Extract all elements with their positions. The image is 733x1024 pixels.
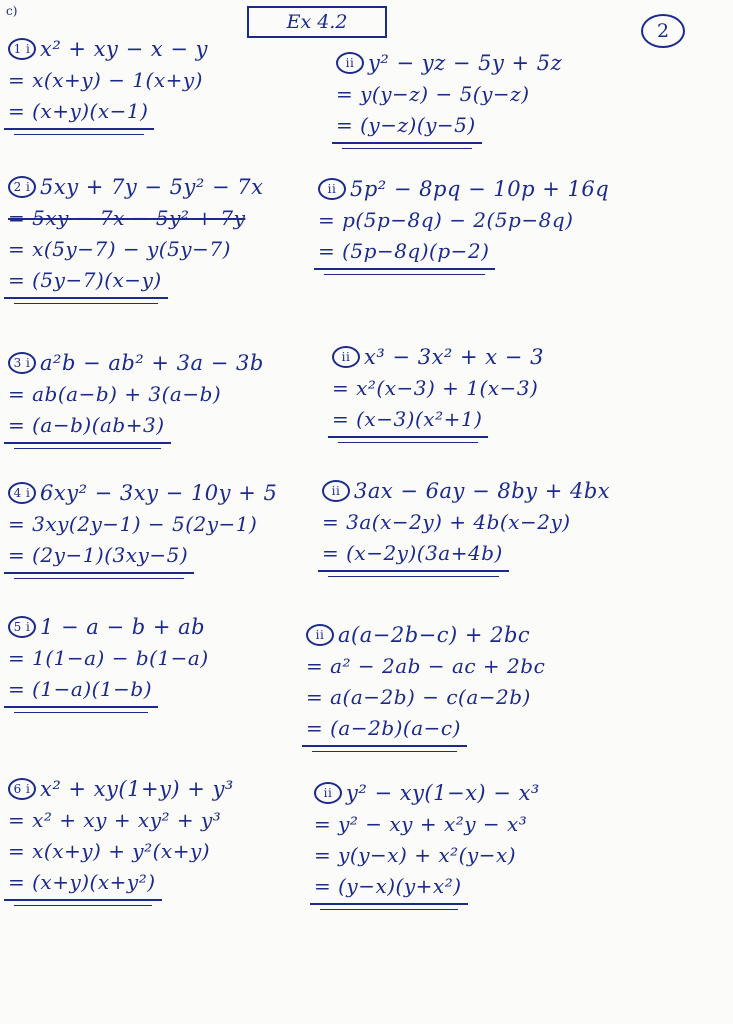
step-line: = x²(x−3) + 1(x−3) — [332, 376, 539, 400]
problem-3-ii — [332, 342, 544, 435]
problem-expression: y² − yz − 5y + 5z — [368, 51, 563, 75]
step-line: = 3xy(2y−1) − 5(2y−1) — [8, 512, 258, 536]
exercise-title: Ex 4.2 — [247, 6, 387, 38]
answer-line: = (a−b)(ab+3) — [8, 410, 165, 441]
problem-label: ii — [322, 480, 350, 502]
step-line: = p(5p−8q) − 2(5p−8q) — [318, 208, 574, 232]
problem-label: 1 i — [8, 38, 36, 60]
problem-4-i — [8, 478, 277, 571]
step-line: = x(5y−7) − y(5y−7) — [8, 237, 231, 261]
step-line: = ab(a−b) + 3(a−b) — [8, 382, 222, 406]
problem-1-ii — [336, 48, 562, 141]
problem-expression: x³ − 3x² + x − 3 — [364, 345, 544, 369]
problem-label: 5 i — [8, 616, 36, 638]
problem-1-i — [8, 34, 208, 127]
answer-line: = (x+y)(x−1) — [8, 96, 148, 127]
page-number: 2 — [641, 14, 685, 48]
step-line: = x² + xy + xy² + y³ — [8, 808, 222, 832]
problem-label: 2 i — [8, 176, 36, 198]
problem-label: ii — [332, 346, 360, 368]
step-line: = x(x+y) − 1(x+y) — [8, 68, 203, 92]
struck-step-line: = 5xy − 7x − 5y² + 7y — [8, 206, 246, 230]
answer-line: = (x−2y)(3a+4b) — [322, 538, 503, 569]
step-line: = y(y−z) − 5(y−z) — [336, 82, 530, 106]
problem-4-ii — [322, 476, 610, 569]
problem-2-i — [8, 172, 263, 296]
problem-5-ii — [306, 620, 545, 744]
problem-expression: y² − xy(1−x) − x³ — [346, 781, 540, 805]
problem-expression: 1 − a − b + ab — [40, 615, 206, 639]
problem-label: 4 i — [8, 482, 36, 504]
answer-line: = (x+y)(x+y²) — [8, 867, 156, 898]
step-line: = a² − 2ab − ac + 2bc — [306, 654, 546, 678]
problem-2-ii — [318, 174, 609, 267]
problem-label: ii — [306, 624, 334, 646]
corner-mark: c) — [6, 4, 18, 18]
step-line: = y² − xy + x²y − x³ — [314, 812, 528, 836]
problem-label: 3 i — [8, 352, 36, 374]
step-line: = y(y−x) + x²(y−x) — [314, 843, 517, 867]
answer-line: = (5p−8q)(p−2) — [318, 236, 489, 267]
problem-expression: a²b − ab² + 3a − 3b — [40, 351, 264, 375]
problem-5-i — [8, 612, 209, 705]
problem-expression: a(a−2b−c) + 2bc — [338, 623, 531, 647]
answer-line: = (y−x)(y+x²) — [314, 871, 462, 902]
problem-expression: x² + xy(1+y) + y³ — [40, 777, 234, 801]
answer-line: = (5y−7)(x−y) — [8, 265, 162, 296]
answer-line: = (x−3)(x²+1) — [332, 404, 482, 435]
problem-expression: 5p² − 8pq − 10p + 16q — [350, 177, 610, 201]
step-line: = a(a−2b) − c(a−2b) — [306, 685, 531, 709]
problem-expression: 5xy + 7y − 5y² − 7x — [40, 175, 264, 199]
step-line: = x(x+y) + y²(x+y) — [8, 839, 211, 863]
problem-label: ii — [314, 782, 342, 804]
answer-line: = (1−a)(1−b) — [8, 674, 152, 705]
step-line: = 1(1−a) − b(1−a) — [8, 646, 209, 670]
problem-6-ii — [314, 778, 540, 902]
problem-label: ii — [336, 52, 364, 74]
step-line: = 3a(x−2y) + 4b(x−2y) — [322, 510, 571, 534]
problem-label: ii — [318, 178, 346, 200]
problem-expression: 3ax − 6ay − 8by + 4bx — [354, 479, 611, 503]
answer-line: = (a−2b)(a−c) — [306, 713, 461, 744]
problem-3-i — [8, 348, 264, 441]
problem-expression: 6xy² − 3xy − 10y + 5 — [40, 481, 278, 505]
problem-expression: x² + xy − x − y — [40, 37, 209, 61]
problem-label: 6 i — [8, 778, 36, 800]
answer-line: = (2y−1)(3xy−5) — [8, 540, 188, 571]
answer-line: = (y−z)(y−5) — [336, 110, 476, 141]
problem-6-i — [8, 774, 234, 898]
